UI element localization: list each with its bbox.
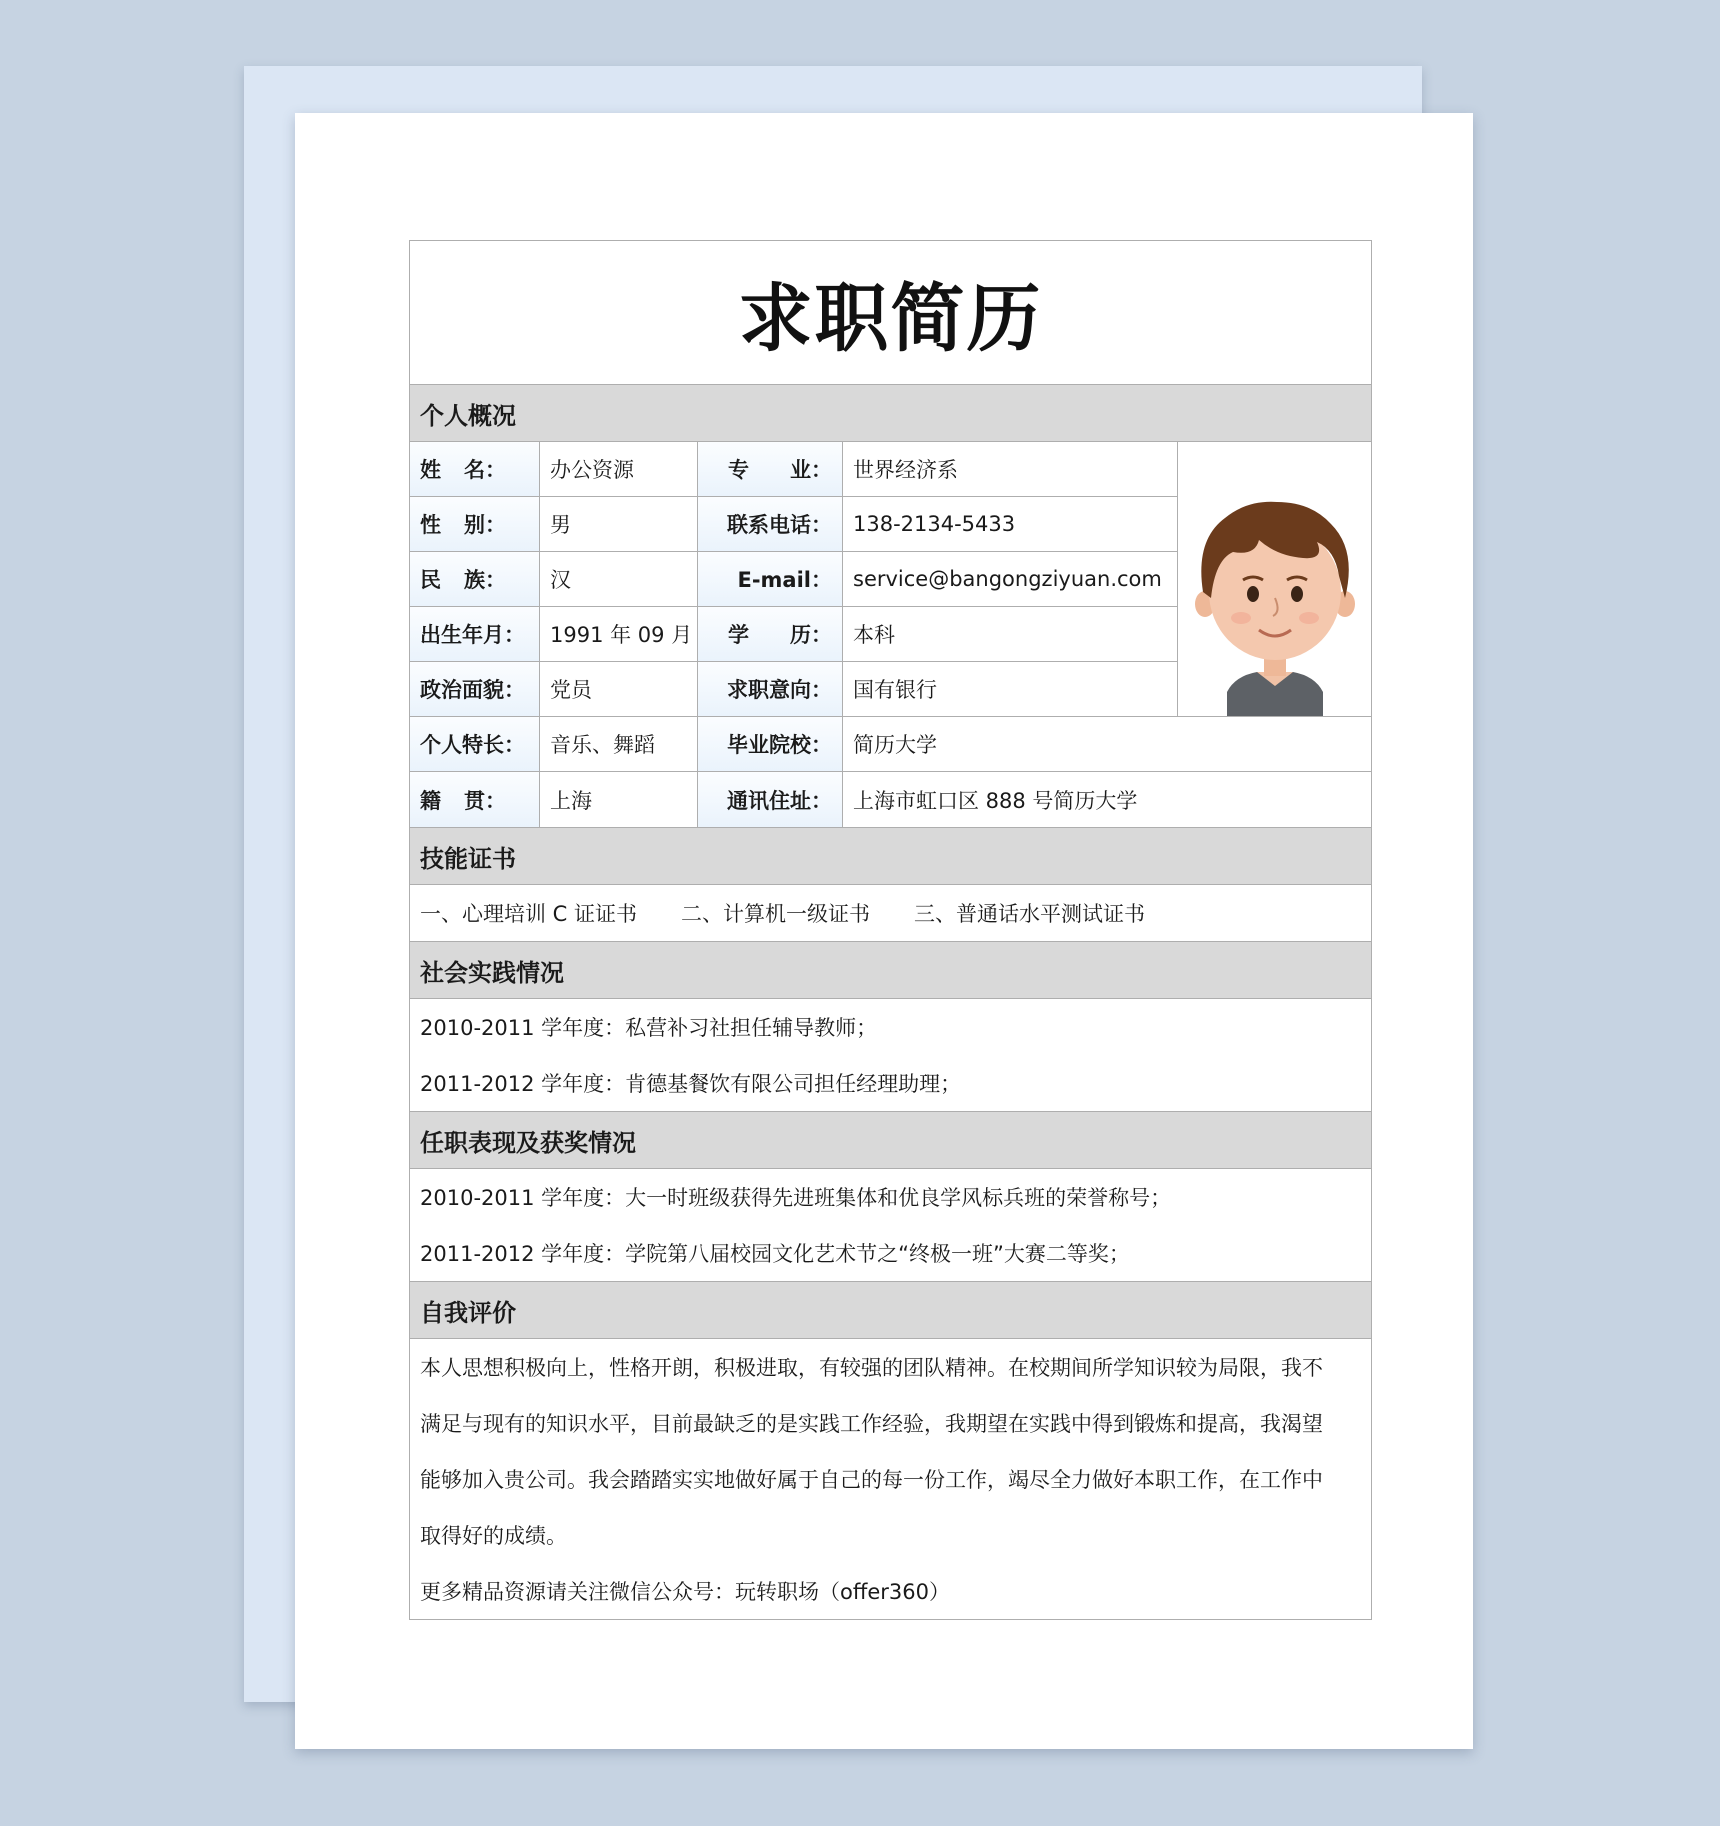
major-value: 世界经济系 [843,442,1178,497]
personal-info-grid [410,442,1371,827]
awards-block [410,1169,1371,1282]
address-label: 通讯住址： [698,772,843,827]
phone-value: 138-2134-5433 [843,497,1178,552]
school-label: 毕业院校： [698,717,843,772]
name-value: 办公资源 [540,442,698,497]
gender-label: 性 别： [410,497,540,552]
address-value: 上海市虹口区 888 号简历大学 [853,788,1138,813]
school-value: 简历大学 [843,717,1371,772]
avatar [1178,442,1371,717]
award-item: 2010-2011 学年度：大一时班级获得先进班集体和优良学风标兵班的荣誉称号； [420,1186,1172,1210]
skills-block [410,885,1371,942]
resume-page [295,113,1473,1749]
education-label: 学 历： [698,607,843,662]
avatar-illustration [1185,480,1365,716]
self-eval-block [410,1339,1371,1619]
section-header-skills: 技能证书 [410,827,1371,885]
name-label: 姓 名： [410,442,540,497]
intent-value: 国有银行 [843,662,1178,717]
email-label: E-mail： [698,552,843,607]
certificate-item: 一、心理培训 C 证证书 [420,902,638,926]
section-header-personal: 个人概况 [410,385,1371,442]
practice-item: 2011-2012 学年度：肯德基餐饮有限公司担任经理助理； [420,1072,962,1096]
title-row [410,241,1371,385]
self-eval-line: 能够加入贵公司。我会踏踏实实地做好属于自己的每一份工作，竭尽全力做好本职工作，在工作中 [420,1468,1323,1492]
gender-value: 男 [540,497,698,552]
practice-block [410,999,1371,1112]
self-eval-line: 取得好的成绩。 [420,1524,567,1548]
resume-table [409,240,1372,1620]
birth-value: 1991 年 09 月 [540,607,698,662]
specialty-label: 个人特长： [410,717,540,772]
email-value[interactable]: service@bangongziyuan.com [843,552,1178,607]
award-item: 2011-2012 学年度：学院第八届校园文化艺术节之“终极一班”大赛二等奖； [420,1242,1130,1266]
phone-label: 联系电话： [698,497,843,552]
specialty-value: 音乐、舞蹈 [540,717,698,772]
political-label: 政治面貌： [410,662,540,717]
origin-label: 籍 贯： [410,772,540,827]
birth-label: 出生年月： [410,607,540,662]
self-eval-line: 本人思想积极向上，性格开朗，积极进取，有较强的团队精神。在校期间所学知识较为局限，我不 [420,1356,1323,1380]
origin-value: 上海 [540,772,698,827]
major-label: 专 业： [698,442,843,497]
certificate-item: 三、普通话水平测试证书 [914,902,1146,926]
certificate-item: 二、计算机一级证书 [681,902,871,926]
ethnicity-label: 民 族： [410,552,540,607]
section-header-practice: 社会实践情况 [410,942,1371,999]
political-value: 党员 [540,662,698,717]
footer-note: 更多精品资源请关注微信公众号：玩转职场（offer360） [420,1580,950,1604]
page-title: 求职简历 [738,275,1043,362]
section-header-awards: 任职表现及获奖情况 [410,1112,1371,1169]
intent-label: 求职意向： [698,662,843,717]
practice-item: 2010-2011 学年度：私营补习社担任辅导教师； [420,1016,878,1040]
self-eval-line: 满足与现有的知识水平，目前最缺乏的是实践工作经验，我期望在实践中得到锻炼和提高，我渴望 [420,1412,1323,1436]
ethnicity-value: 汉 [540,552,698,607]
certificates-row [410,885,1371,941]
section-header-self: 自我评价 [410,1282,1371,1339]
education-value: 本科 [843,607,1178,662]
